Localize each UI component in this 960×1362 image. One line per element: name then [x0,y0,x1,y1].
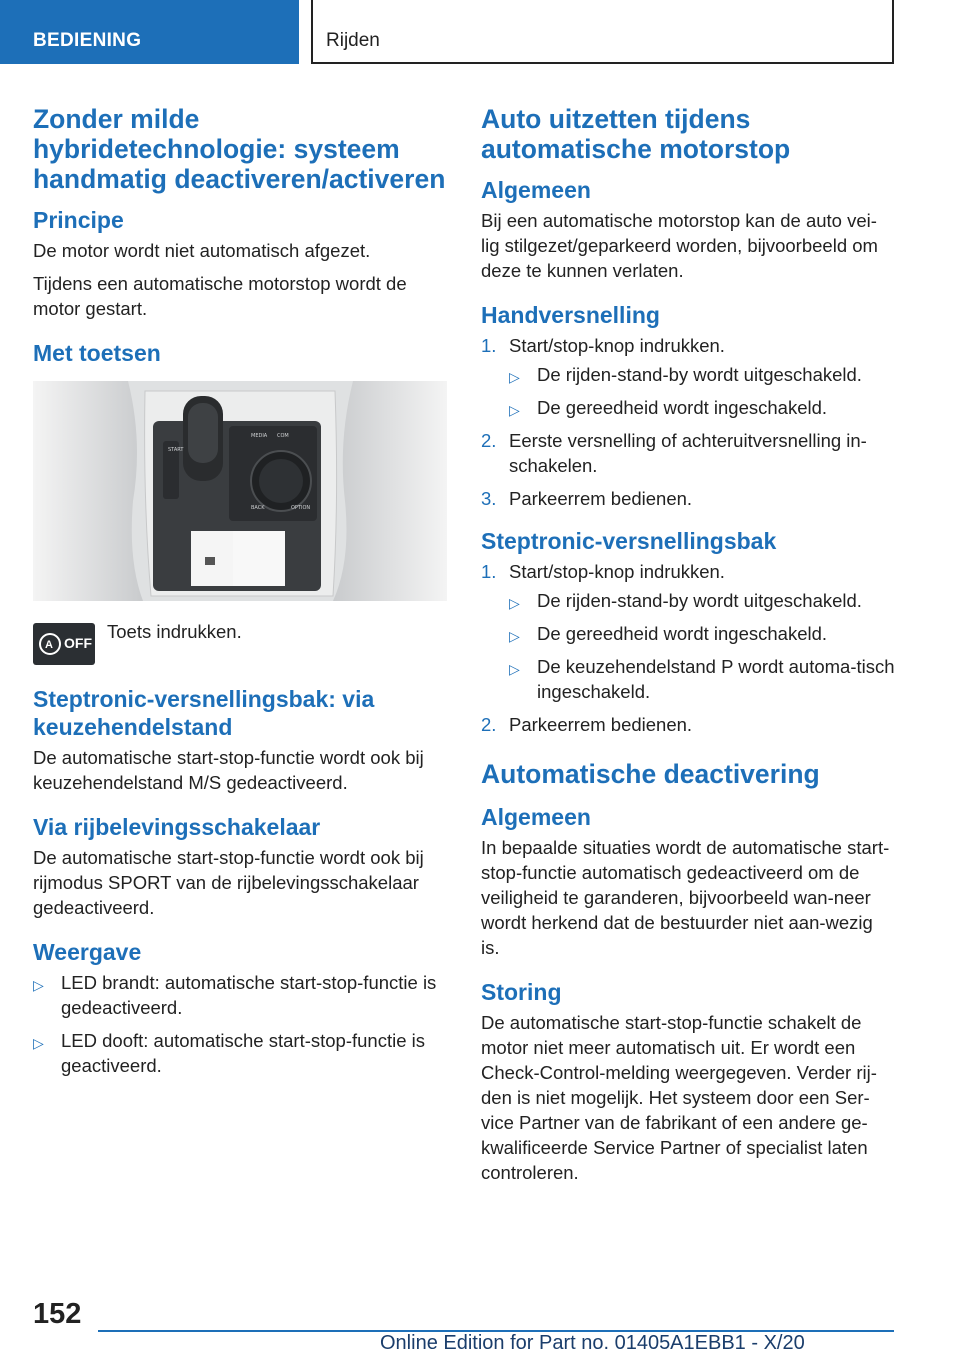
algemeen-text: Bij een automatische motorstop kan de auto vei-lig stilgezet/geparkeerd worden, bijvoorbeeld om deze te kunnen verlaten. [481,210,878,281]
handversnelling-heading: Handversnelling [481,302,660,328]
list-item: 2. Parkeerrem bedienen. [481,714,693,735]
steptronic-keuze-text: De automatische start-stop-functie wordt ook bij keuzehendelstand M/S gedeactiveerd. [33,747,424,793]
list-item: ▷ LED brandt: automatische start-stop-functie is gedeactiveerd. [33,972,437,1018]
principe-text-1: De motor wordt niet automatisch afgezet. [33,240,371,261]
list-item: 1. Start/stop-knop indrukken. ▷ De rijden-stand-by wordt uitgeschakeld. ▷ De gereedheid wordt ingeschakeld. [481,333,895,420]
storing-heading: Storing [481,979,562,1005]
chapter-label: Rijden [326,30,380,51]
list-item: 1. Start/stop-knop indrukken. ▷ De rijden-stand-by wordt uitgeschakeld. ▷ De gereedheid wordt ingeschakeld. ▷ De keuzehendelstand P wordt automa-tisch ingeschakeld. [481,561,895,702]
rijbeleving-heading: Via rijbelevingsschakelaar [33,814,321,840]
rijbeleving-text: De automatische start-stop-functie wordt ook bij rijmodus SPORT van de rijbelevingsschakelaar gedeactiveerd. [33,847,424,918]
svg-text:START: START [168,447,184,453]
list-item: ▷ De keuzehendelstand P wordt automa-tisch ingeschakeld. [509,656,895,702]
auto-deact-heading: Algemeen [481,804,591,830]
section-tab [0,0,299,64]
list-item: ▷ De gereedheid wordt ingeschakeld. [509,621,895,646]
auto-deact-text: In bepaalde situaties wordt de automatische start-stop-functie automatisch gedeactiveerd om de veiligheid te garanderen, bijvoorbeeld wan-neer wordt herkend dat de bestuurder niet aan-wezig is. [481,837,890,958]
list-item: 3. Parkeerrem bedienen. [481,488,693,509]
toets-row [33,619,447,685]
list-item: ▷ De rijden-stand-by wordt uitgeschakeld. [509,362,895,387]
left-column [33,104,447,1086]
triangle-bullet-icon: ▷ [33,1035,44,1051]
right-title: Auto uitzetten tijdens automatische motorstop [481,104,791,164]
storing-text: De automatische start-stop-functie schakelt de motor niet meer automatisch uit. Er wordt een Check-Control-melding weergegeven. Verder rij-den is niet mogelijk. Het systeem door een Ser-vice Partner van de fabrikant of een andere ge-kwalificeerde Service Partner of specialist laten controleren. [481,1012,877,1183]
toets-caption: Toets indrukken. [107,621,242,642]
triangle-bullet-icon: ▷ [509,402,520,418]
triangle-bullet-icon: ▷ [509,595,520,611]
svg-text:BACK: BACK [251,505,265,511]
principe-heading: Principe [33,207,124,233]
weergave-list [33,970,447,1078]
svg-text:A: A [45,639,53,651]
section-label: BEDIENING [33,30,142,51]
triangle-bullet-icon: ▷ [33,977,44,993]
left-title: Zonder milde hybridetechnologie: systeem handmatig deactiveren/activeren [33,104,446,194]
svg-text:OPTION: OPTION [291,505,311,511]
page-number: 152 [33,1298,82,1330]
svg-text:COM: COM [277,433,289,439]
gear-selector-photo [33,381,447,601]
svg-text:MEDIA: MEDIA [251,433,268,439]
steptronic-heading: Steptronic-versnellingsbak [481,528,777,554]
triangle-bullet-icon: ▷ [509,369,520,385]
handversnelling-steps [481,333,895,511]
met-toetsen-heading: Met toetsen [33,340,161,366]
triangle-bullet-icon: ▷ [509,628,520,644]
steptronic-keuze-heading: Steptronic-versnellingsbak: via keuzehendelstand [33,686,375,740]
edition-text: Online Edition for Part no. 01405A1EBB1 - X/20 [380,1332,805,1354]
chapter-tab [311,0,894,64]
algemeen-heading: Algemeen [481,177,591,203]
list-item: ▷ LED dooft: automatische start-stop-functie is geactiveerd. [33,1030,426,1076]
right-column [481,104,895,1185]
list-item: ▷ De gereedheid wordt ingeschakeld. [509,395,895,420]
triangle-bullet-icon: ▷ [509,661,520,677]
start-stop-off-icon[interactable] [33,623,95,665]
auto-deact-title: Automatische deactivering [481,759,820,789]
icon-label: A OFF [63,635,90,667]
center-console-illustration [33,381,447,601]
principe-text-2: Tijdens een automatische motorstop wordt de motor gestart. [33,273,407,319]
list-item: 2. Eerste versnelling of achteruitversnelling in-schakelen. [481,430,867,476]
off-text: OFF [64,635,92,651]
list-item: ▷ De rijden-stand-by wordt uitgeschakeld. [509,588,895,613]
steptronic-steps [481,559,895,737]
weergave-heading: Weergave [33,939,142,965]
